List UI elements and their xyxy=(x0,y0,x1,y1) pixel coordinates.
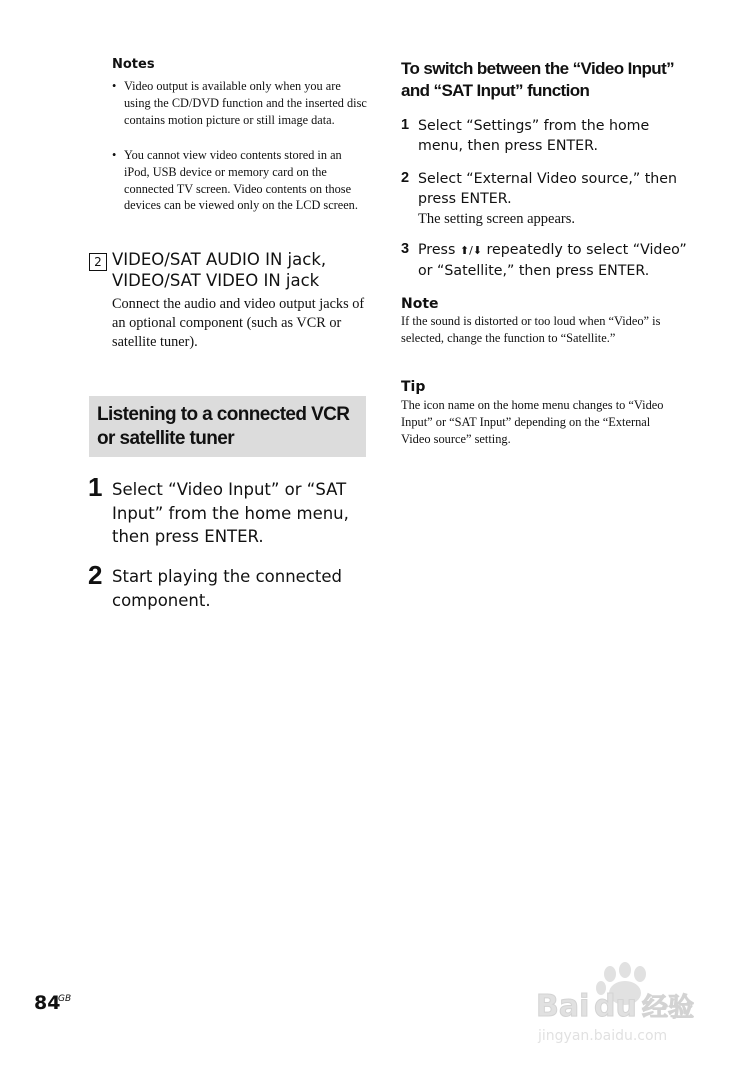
step-text: Start playing the connected component. xyxy=(112,567,342,610)
step-subtext: The setting screen appears. xyxy=(418,211,576,227)
jack-number-box: 2 xyxy=(89,253,107,271)
step-number: 3 xyxy=(401,241,410,257)
notes-heading: Notes xyxy=(112,57,155,72)
svg-text:jingyan.baidu.com: jingyan.baidu.com xyxy=(538,1028,668,1044)
step-text: Press ⬆/⬇ repeatedly to select “Video” or “Satellite,” then press ENTER. xyxy=(418,242,687,279)
svg-text:经验: 经验 xyxy=(642,993,695,1023)
step-number: 2 xyxy=(88,560,103,590)
step-number: 2 xyxy=(401,170,410,186)
note-heading: Note xyxy=(401,296,439,312)
bullet-icon: • xyxy=(112,79,117,93)
svg-text:du: du xyxy=(594,989,637,1024)
section-header xyxy=(89,396,366,457)
jack-title: VIDEO/SAT AUDIO IN jack, VIDEO/SAT VIDEO IN jack xyxy=(112,250,327,290)
step-text: Select “Video Input” or “SAT Input” from the home menu, then press ENTER. xyxy=(112,480,349,546)
note-item: • You cannot view video contents stored in an iPod, USB device or memory card on the connected TV screen. Video contents on those devices can be viewed only on the LCD screen. xyxy=(112,148,358,213)
baidu-watermark xyxy=(530,960,720,1060)
up-down-arrow-icon: ⬆/⬇ xyxy=(459,244,482,257)
step-number: 1 xyxy=(88,472,103,502)
page-number: 84 xyxy=(34,992,61,1014)
step-text: Select “Settings” from the home menu, then press ENTER. xyxy=(418,118,650,154)
baidu-paw-icon xyxy=(530,960,720,1060)
svg-text:Bai: Bai xyxy=(536,989,590,1024)
step-text: Select “External Video source,” then press ENTER. The setting screen appears. xyxy=(418,171,678,227)
switch-heading: To switch between the “Video Input” and “SAT Input” function xyxy=(401,59,675,100)
note-item: • Video output is available only when you are using the CD/DVD function and the inserted disc contains motion picture or still image data. xyxy=(112,79,367,127)
tip-heading: Tip xyxy=(401,379,426,395)
page-suffix: GB xyxy=(58,994,72,1004)
bullet-icon: • xyxy=(112,148,117,162)
step-number: 1 xyxy=(401,117,410,133)
note-text: If the sound is distorted or too loud when “Video” is selected, change the function to “Satellite.” xyxy=(401,314,661,345)
section-title: Listening to a connected VCR or satellite tuner xyxy=(97,404,350,449)
tip-text: The icon name on the home menu changes to “Video Input” or “SAT Input” depending on the “External Video source” setting. xyxy=(401,398,664,446)
jack-description: Connect the audio and video output jacks of an optional component (such as VCR or satellite tuner). xyxy=(112,296,365,350)
